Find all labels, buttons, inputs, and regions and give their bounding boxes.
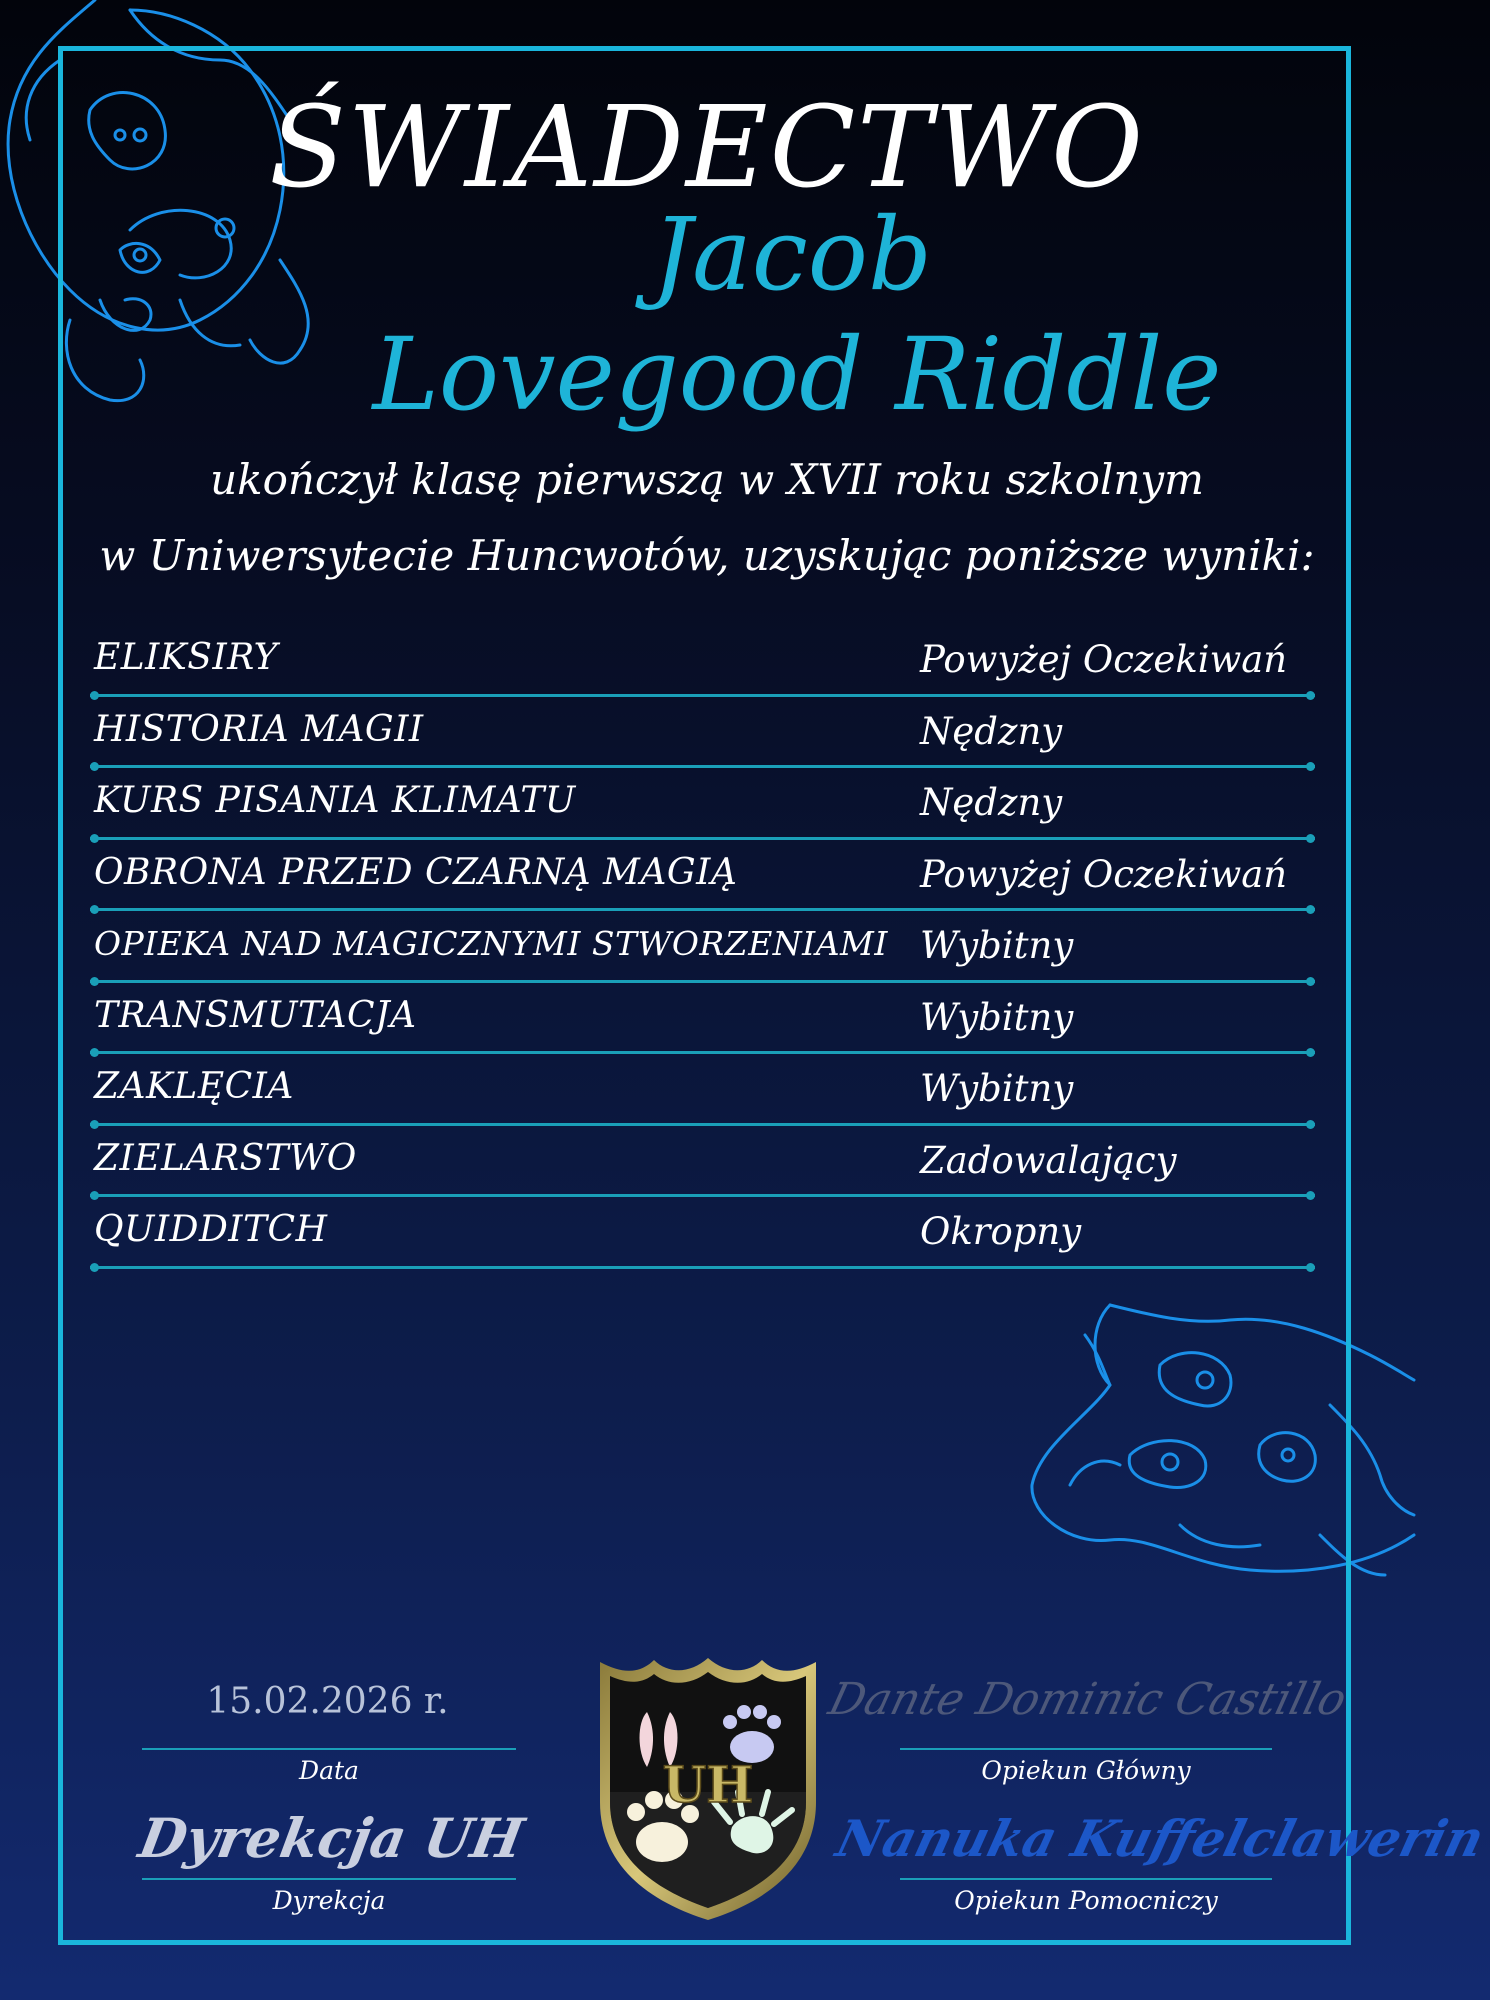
row-divider — [90, 1266, 1315, 1269]
row-divider — [90, 1123, 1315, 1126]
subject-grade: Wybitny — [920, 1067, 1074, 1110]
row-divider — [90, 980, 1315, 983]
row-divider — [90, 908, 1315, 911]
date-signature-line — [142, 1748, 516, 1750]
row-divider — [90, 837, 1315, 840]
main-guardian-label: Opiekun Główny — [981, 1756, 1191, 1785]
assistant-guardian-signature: Nanuka Kuffelclawerin — [830, 1809, 1490, 1868]
direction-signature-line — [142, 1878, 516, 1880]
row-divider — [90, 1051, 1315, 1054]
row-divider — [90, 1194, 1315, 1197]
subject-name: OPIEKA NAD MAGICZNYMI STWORZENIAMI — [94, 924, 888, 963]
subject-name: HISTORIA MAGII — [94, 708, 424, 750]
subject-name: ZAKLĘCIA — [94, 1066, 294, 1107]
grade-row — [90, 847, 1315, 919]
main-guardian-signature: Dante Dominic Castillo — [823, 1674, 1352, 1725]
subject-grade: Nędzny — [920, 781, 1063, 824]
subject-grade: Okropny — [920, 1210, 1082, 1253]
main-guardian-signature-line — [900, 1748, 1272, 1750]
subject-name: KURS PISANIA KLIMATU — [94, 780, 576, 821]
subject-grade: Wybitny — [920, 995, 1074, 1039]
grade-row — [90, 704, 1315, 776]
certificate-title: ŚWIADECTWO — [269, 83, 1145, 213]
subject-grade: Powyżej Oczekiwań — [920, 852, 1288, 896]
student-first-name: Jacob — [652, 196, 932, 313]
student-last-name: Lovegood Riddle — [372, 316, 1222, 433]
intro-line-2: w Uniwersytecie Huncwotów, uzyskując poniższe wyniki: — [99, 531, 1315, 580]
direction-label: Dyrekcja — [272, 1886, 386, 1915]
subject-grade: Nędzny — [920, 709, 1063, 753]
row-divider — [90, 694, 1315, 697]
subject-name: TRANSMUTACJA — [94, 994, 417, 1036]
grade-row — [90, 1133, 1315, 1205]
grade-row — [90, 1204, 1315, 1276]
issue-date: 15.02.2026 r. — [206, 1681, 449, 1722]
grade-row — [90, 632, 1315, 704]
grade-row — [90, 1061, 1315, 1133]
grades-table — [90, 632, 1315, 1276]
direction-signature: Dyrekcja UH — [134, 1806, 529, 1870]
grade-row — [90, 775, 1315, 847]
subject-name: ZIELARSTWO — [94, 1137, 357, 1179]
grade-row — [90, 918, 1315, 990]
subject-grade: Powyżej Oczekiwań — [920, 638, 1288, 681]
assistant-guardian-signature-line — [900, 1878, 1272, 1880]
intro-line-1: ukończył klasę pierwszą w XVII roku szkolnym — [210, 455, 1204, 504]
subject-grade: Zadowalający — [920, 1138, 1177, 1182]
date-label: Data — [299, 1756, 359, 1785]
row-divider — [90, 765, 1315, 768]
crest-monogram: UH — [662, 1755, 754, 1814]
subject-name: ELIKSIRY — [94, 637, 278, 678]
subject-grade: Wybitny — [920, 924, 1074, 967]
grade-row — [90, 990, 1315, 1062]
subject-name: OBRONA PRZED CZARNĄ MAGIĄ — [94, 851, 738, 893]
subject-name: QUIDDITCH — [94, 1209, 328, 1250]
school-crest-icon — [592, 1652, 824, 1924]
assistant-guardian-label: Opiekun Pomocniczy — [954, 1886, 1218, 1915]
